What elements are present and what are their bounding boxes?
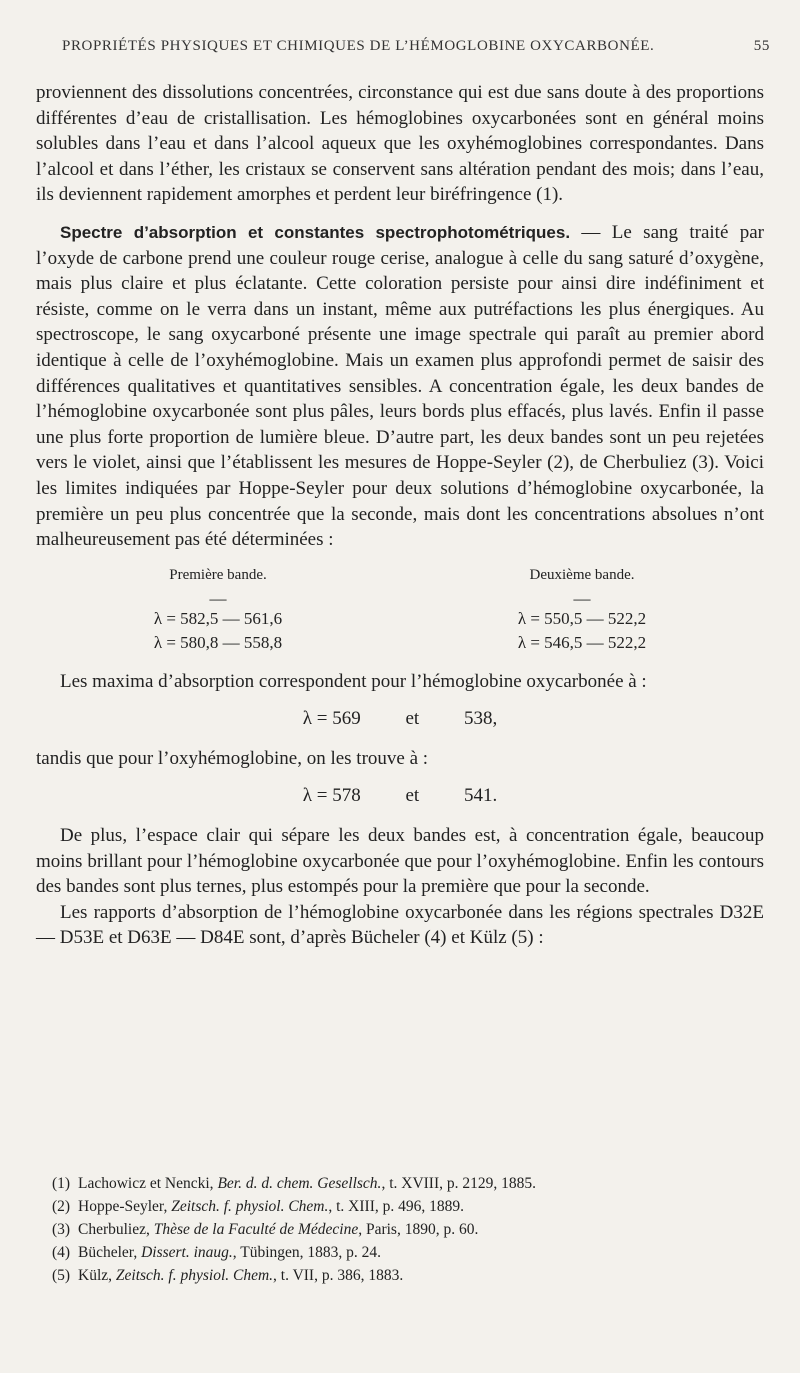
absorption-bands-table — [36, 563, 764, 655]
paragraph-2 — [36, 220, 764, 553]
second-band-dash: — — [573, 588, 591, 608]
paragraph-5: De plus, l’espace clair qui sépare les deux bandes est, à concentration égale, beaucoup moins brillant pour l’hémoglobine oxycarbonée que pour l’oxyhémoglobine. Enfin les contours des bandes sont plus ternes, plus estompés pour la première que pour la seconde. — [36, 825, 764, 898]
footnote-details: , Tübingen, 1883, p. 24. — [232, 1244, 382, 1261]
second-band-heading: Deuxième bande. — [529, 566, 635, 583]
footnote-number: (2) — [52, 1198, 71, 1215]
footnote-details: , t. VII, p. 386, 1883. — [273, 1267, 404, 1284]
footnote-journal: Zeitsch. f. physiol. Chem. — [115, 1267, 274, 1284]
second-band-value-1: λ = 550,5 — 522,2 — [517, 608, 647, 628]
running-header — [62, 38, 770, 55]
footnote-journal: Zeitsch. f. physiol. Chem. — [171, 1198, 329, 1215]
footnote — [52, 1172, 772, 1195]
maxima-oxy-equation — [36, 783, 764, 809]
footnote-details: , t. XVIII, p. 2129, 1885. — [381, 1175, 536, 1192]
paragraph-1: proviennent des dissolutions concentrées, circonstance qui est due sans doute à des proportions différentes d’eau de cristallisation. Les hémoglobines oxycarbonées sont en général moins solubles dans l’eau et dans l’alcool aqueux que les oxyhémoglobines correspondantes. Dans l’alcool et dans l’éther, les cristaux se conservent sans altération pendant des mois; dans l’eau, ils deviennent rapidement amorphes et perdent leur biréfringence (1). — [36, 82, 764, 206]
maxima-oxy-value2: 541. — [463, 785, 498, 807]
maxima-oxy-and: et — [405, 785, 420, 807]
paragraph-4: tandis que pour l’oxyhémoglobine, on les trouve à : — [36, 747, 429, 769]
page-number: 55 — [753, 38, 770, 54]
paragraph-6: Les rapports d’absorption de l’hémoglobine oxycarbonée dans les régions spectrales D32E — D53E et D63E — D84E sont, d’après Bücheler (4) et Külz (5) : — [36, 901, 764, 949]
maxima-co-value2: 538, — [463, 708, 498, 730]
first-band-column — [36, 563, 400, 655]
footnote — [52, 1195, 772, 1218]
footnote-text — [78, 1241, 381, 1264]
footnote-authors: Bücheler, — [78, 1244, 142, 1261]
first-band-value-1: λ = 582,5 — 561,6 — [153, 608, 283, 628]
footnote-text — [78, 1264, 403, 1287]
footnote-number: (3) — [52, 1221, 71, 1238]
second-band-column — [400, 563, 764, 655]
first-band-value-2: λ = 580,8 — 558,8 — [153, 632, 283, 652]
maxima-co-equation — [36, 706, 764, 732]
footnote-authors: Lachowicz et Nencki, — [78, 1175, 218, 1192]
footnotes — [52, 1172, 772, 1287]
section-heading: Spectre d’absorption et constantes spectrophotométriques. — [60, 222, 571, 242]
footnote-number: (4) — [52, 1244, 71, 1261]
footnote-details: , Paris, 1890, p. 60. — [358, 1221, 479, 1238]
paragraph-2-text: — Le sang traité par l’oxyde de carbone prend une couleur rouge cerise, analogue à celle du sang saturé d’oxygène, mais plus claire et plus éclatante. Cette coloration persiste pour ainsi dire indéfiniment et résiste, comme on le verra dans un instant, même aux putréfactions les plus énergiques. Au spectroscope, le sang oxycarboné présente une image spectrale qui paraît au premier abord identique à celle de l’oxyhémoglobine. Mais un examen plus approfondi permet de saisir des différences qualitatives et quantitatives sensibles. A concentration égale, les deux bandes de l’hémoglobine oxycarbonée sont plus pâles, leurs bords plus effacés, plus lavés. Enfin il passe une plus forte proportion de lumière bleue. D’autre part, les deux bandes sont un peu rejetées vers le violet, ainsi que l’établissent les mesures de Hoppe-Seyler (2), de Cherbuliez (3). Voici les limites indiquées par Hoppe-Seyler pour deux solutions d’hémoglobine oxycarbonée, la première un peu plus concentrée que la seconde, mais dont les concentrations absolues n’ont malheureusement pas été déterminées : — [36, 221, 764, 551]
running-title: PROPRIÉTÉS PHYSIQUES ET CHIMIQUES DE L’HÉMOGLOBINE OXYCARBONÉE. — [62, 38, 655, 54]
maxima-oxy-lambda: λ = 578 — [302, 785, 361, 807]
footnote-journal: Thèse de la Faculté de Médecine — [153, 1221, 359, 1238]
footnote-number: (1) — [52, 1175, 71, 1192]
first-band-heading: Première bande. — [169, 566, 267, 583]
footnote — [52, 1264, 772, 1287]
footnote-authors: Hoppe-Seyler, — [78, 1198, 172, 1215]
footnote-text — [78, 1195, 464, 1218]
footnote-details: , t. XIII, p. 496, 1889. — [328, 1198, 464, 1215]
second-band-value-2: λ = 546,5 — 522,2 — [517, 632, 647, 652]
footnote-text — [78, 1218, 478, 1241]
footnote-number: (5) — [52, 1267, 71, 1284]
footnote — [52, 1218, 772, 1241]
maxima-co-and: et — [405, 708, 420, 730]
paragraph-3: Les maxima d’absorption correspondent pour l’hémoglobine oxycarbonée à : — [60, 670, 647, 692]
footnote — [52, 1241, 772, 1264]
footnote-journal: Dissert. inaug. — [141, 1244, 233, 1261]
body-text — [36, 80, 764, 951]
footnote-authors: Külz, — [78, 1267, 116, 1284]
footnote-authors: Cherbuliez, — [78, 1221, 154, 1238]
first-band-dash: — — [209, 588, 227, 608]
maxima-co-lambda: λ = 569 — [302, 708, 361, 730]
footnote-journal: Ber. d. d. chem. Gesellsch. — [217, 1175, 382, 1192]
footnote-text — [78, 1172, 536, 1195]
